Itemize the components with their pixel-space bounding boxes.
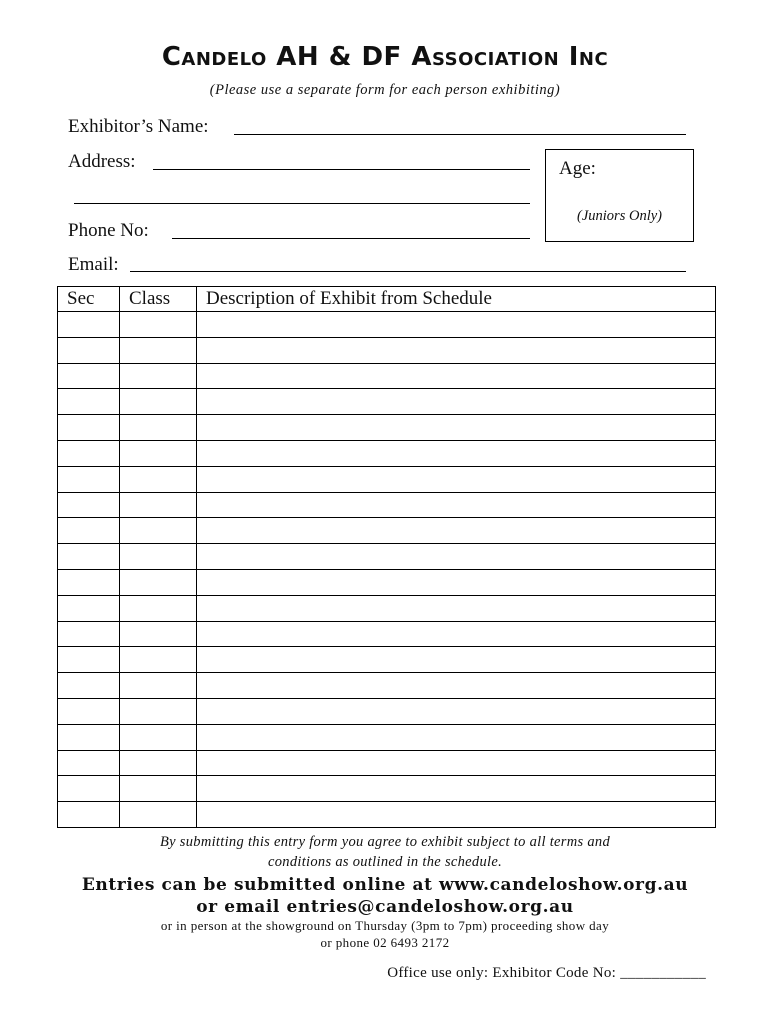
form-subtitle: (Please use a separate form for each person exhibiting) xyxy=(209,82,561,98)
description-cell[interactable] xyxy=(197,673,716,699)
table-row xyxy=(58,776,716,802)
description-cell[interactable] xyxy=(197,776,716,802)
address-field-line-1[interactable] xyxy=(153,169,530,170)
table-header-row xyxy=(58,287,716,312)
class-cell[interactable] xyxy=(120,569,197,595)
age-label: Age: xyxy=(559,158,596,179)
class-cell[interactable] xyxy=(120,595,197,621)
description-cell[interactable] xyxy=(197,337,716,363)
class-cell[interactable] xyxy=(120,492,197,518)
table-row xyxy=(58,724,716,750)
class-cell[interactable] xyxy=(120,337,197,363)
age-note: (Juniors Only) xyxy=(577,208,662,224)
sec-cell[interactable] xyxy=(58,544,120,570)
description-cell[interactable] xyxy=(197,544,716,570)
sec-cell[interactable] xyxy=(58,698,120,724)
phone-field[interactable] xyxy=(172,238,530,239)
table-row xyxy=(58,389,716,415)
description-cell[interactable] xyxy=(197,750,716,776)
class-cell[interactable] xyxy=(120,621,197,647)
table-row xyxy=(58,647,716,673)
description-cell[interactable] xyxy=(197,698,716,724)
table-row xyxy=(58,544,716,570)
class-cell[interactable] xyxy=(120,466,197,492)
table-row xyxy=(58,440,716,466)
class-cell[interactable] xyxy=(120,647,197,673)
description-cell[interactable] xyxy=(197,415,716,441)
email-field[interactable] xyxy=(130,271,686,272)
description-cell[interactable] xyxy=(197,492,716,518)
class-cell[interactable] xyxy=(120,802,197,828)
class-cell[interactable] xyxy=(120,724,197,750)
phone-contact-line: or phone 02 6493 2172 xyxy=(320,935,450,950)
description-cell[interactable] xyxy=(197,802,716,828)
sec-cell[interactable] xyxy=(58,724,120,750)
table-row xyxy=(58,466,716,492)
sec-cell[interactable] xyxy=(58,466,120,492)
class-cell[interactable] xyxy=(120,673,197,699)
office-use-exhibitor-code: Office use only: Exhibitor Code No: ___________ xyxy=(387,965,706,981)
description-cell[interactable] xyxy=(197,518,716,544)
description-cell[interactable] xyxy=(197,647,716,673)
table-row xyxy=(58,802,716,828)
terms-line-2: conditions as outlined in the schedule. xyxy=(268,854,502,870)
description-cell[interactable] xyxy=(197,724,716,750)
table-row xyxy=(58,698,716,724)
table-row xyxy=(58,621,716,647)
sec-cell[interactable] xyxy=(58,776,120,802)
class-cell[interactable] xyxy=(120,389,197,415)
age-box[interactable] xyxy=(545,149,694,242)
address-field-line-2[interactable] xyxy=(74,203,530,204)
sec-cell[interactable] xyxy=(58,595,120,621)
exhibitor-name-label: Exhibitor’s Name: xyxy=(68,116,209,137)
sec-cell[interactable] xyxy=(58,312,120,338)
exhibit-entries-table xyxy=(57,286,716,828)
address-label: Address: xyxy=(68,151,136,172)
table-row xyxy=(58,312,716,338)
email-entry-line: or email entries@candeloshow.org.au xyxy=(196,897,574,917)
sec-cell[interactable] xyxy=(58,569,120,595)
in-person-line: or in person at the showground on Thursday (3pm to 7pm) proceeding show day xyxy=(160,918,610,933)
class-cell[interactable] xyxy=(120,415,197,441)
sec-cell[interactable] xyxy=(58,440,120,466)
sec-cell[interactable] xyxy=(58,518,120,544)
sec-cell[interactable] xyxy=(58,750,120,776)
description-cell[interactable] xyxy=(197,466,716,492)
class-cell[interactable] xyxy=(120,750,197,776)
description-cell[interactable] xyxy=(197,621,716,647)
phone-label: Phone No: xyxy=(68,220,149,241)
table-row xyxy=(58,337,716,363)
table-row xyxy=(58,750,716,776)
table-row xyxy=(58,518,716,544)
sec-cell[interactable] xyxy=(58,363,120,389)
table-row xyxy=(58,363,716,389)
class-cell[interactable] xyxy=(120,776,197,802)
description-cell[interactable] xyxy=(197,440,716,466)
description-cell[interactable] xyxy=(197,389,716,415)
form-title: Candelo AH & DF Association Inc xyxy=(161,42,609,72)
terms-line-1: By submitting this entry form you agree to exhibit subject to all terms and xyxy=(159,834,611,850)
sec-cell[interactable] xyxy=(58,389,120,415)
sec-cell[interactable] xyxy=(58,647,120,673)
description-cell[interactable] xyxy=(197,312,716,338)
class-cell[interactable] xyxy=(120,698,197,724)
table-row xyxy=(58,415,716,441)
table-row xyxy=(58,673,716,699)
class-cell[interactable] xyxy=(120,312,197,338)
description-cell[interactable] xyxy=(197,363,716,389)
sec-cell[interactable] xyxy=(58,415,120,441)
sec-cell[interactable] xyxy=(58,492,120,518)
exhibitor-name-field[interactable] xyxy=(234,134,686,135)
table-row xyxy=(58,492,716,518)
sec-cell[interactable] xyxy=(58,337,120,363)
table-row xyxy=(58,595,716,621)
class-cell[interactable] xyxy=(120,518,197,544)
online-entry-line: Entries can be submitted online at www.candeloshow.org.au xyxy=(81,875,689,895)
column-header-class: Class xyxy=(120,287,197,312)
sec-cell[interactable] xyxy=(58,621,120,647)
description-cell[interactable] xyxy=(197,569,716,595)
column-header-description: Description of Exhibit from Schedule xyxy=(197,287,716,312)
email-label: Email: xyxy=(68,254,119,275)
class-cell[interactable] xyxy=(120,440,197,466)
column-header-sec: Sec xyxy=(58,287,120,312)
sec-cell[interactable] xyxy=(58,673,120,699)
class-cell[interactable] xyxy=(120,544,197,570)
table-row xyxy=(58,569,716,595)
sec-cell[interactable] xyxy=(58,802,120,828)
description-cell[interactable] xyxy=(197,595,716,621)
class-cell[interactable] xyxy=(120,363,197,389)
table-body xyxy=(58,312,716,828)
